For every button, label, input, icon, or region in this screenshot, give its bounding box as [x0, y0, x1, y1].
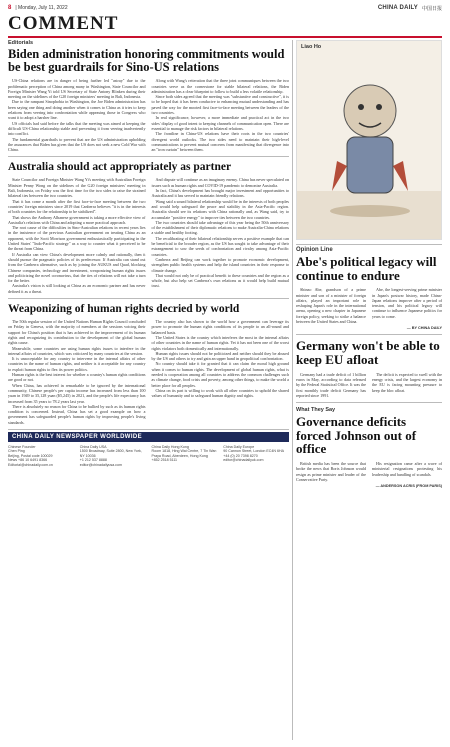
abe-body: Shinzo Abe, grandson of a prime minister and son of a minister of foreign affairs, played an important role in reshaping Japan's role in the international arena, opening a new chapter in Japanese foreign policy, seeking to strike a balance between the United States and China. Abe, the longest-serving prime minister in Japan's postwar history, made China-Japan relations improve after a period of tension, and his political legacy will continue to influence Japanese politics for years to come. [296, 287, 442, 325]
masthead-title: CHINA DAILY NEWSPAPER WORLDWIDE [8, 432, 289, 442]
right-column [296, 40, 442, 488]
australia-p13: That would not only be of practical benefit to these countries and the region as a whole, but also help set Canberra's own relations as it would help build mutual trust. [151, 272, 289, 289]
australia-p12: Canberra and Beijing can work together to promote economic development, strengthen public health systems and help the island countries in their response to climate change. [151, 256, 289, 273]
hr-p1: The 50th regular session of the United Nations Human Rights Council concluded on Friday in Geneva, with the majority of members at the sessions voicing their support for China's position that is has achieved in the improvement of its human rights and recognizing its contribution to the development of the global human rights cause. [8, 319, 146, 346]
divider [296, 334, 442, 335]
masthead-col-3: China Daily Hong Kong Room 1818, Hing Wai Centre, 7 Tin Wan Praya Road, Aberdeen, Hong Kong +852 2518 5111 [151, 445, 217, 463]
hr-p9: Human rights issues should not be politicized and neither should they be abused by the US and others to try and gain an upper hand in geopolitical confrontation. [151, 350, 289, 362]
australia-p8: In fact, China's development has brought major investment and opportunities to Australia and it has served to maintain friendly relations. [151, 188, 289, 199]
cartoon-tag: Liao Ho [301, 44, 322, 50]
australia-p3: That shows the Anthony Albanese government is taking a more effective view of Australia's relations with China and adopting a more practical approach. [8, 214, 146, 225]
human-rights-body [8, 319, 289, 425]
hr-p8: The United States is the country which interferes the most in the internal affairs of other countries in the name of human rights. Yet it has not been one of the worst rights violators both domestically and internationally. [151, 334, 289, 351]
masthead-col-1: Chinese Founder Chen Ping Beijing, Postal code 100029 News +86 10 6491 8366 Editorial@chinadaily.com.cn [8, 445, 53, 467]
abe-byline: — BY CHINA DAILY [406, 326, 442, 331]
hr-p7: The country also has shown to the world how a government can leverage its power to promote the human rights conditions of its people to an all-round and balanced basis. [151, 319, 289, 335]
section-rule [8, 36, 442, 38]
editorial-p3: US officials had said before the talks that the meeting was aimed at keeping the difficult US-China relationship stable and preventing it from veering inadvertently into conflict. [8, 120, 146, 137]
left-column [8, 40, 289, 467]
masthead-col-2: China Daily USA 1500 Broadway, Suite 2800, New York, NY 10036 +1 212 537 8888 editor@chinadailyusa.com [79, 445, 142, 467]
masthead-box [8, 429, 289, 467]
australia-body [8, 177, 289, 294]
human-rights-headline[interactable]: Weaponizing of human rights decried by world [8, 303, 240, 315]
editorial-p5: Along with Wang's reiteration that the three joint communiques between the two countries serve as the cornerstone for stable bilateral relations, the Biden administration has a clear blueprint to follow to build a less volatile relationship. [151, 78, 289, 94]
page-number: 8 [8, 5, 12, 11]
hr-p2: Meanwhile, some countries are using human rights issues to interfere in the internal affairs of countries, which was criticized by many countries at the session. [8, 345, 146, 356]
opinion-line-kicker: Opinion Line [296, 244, 442, 253]
editorial-p6: Since both sides agreed that the meeting was "substantive and constructive", it is to be hoped that it has been conducive to enhancing mutual understanding and has paved the way for the mooted first face-to-face meeting between the leaders of the two countries. [151, 94, 289, 116]
column-divider [292, 40, 293, 740]
australia-headline[interactable]: Australia should act appropriately as partner [8, 161, 232, 174]
johnson-body: British media has been the source that broke the news that Boris Johnson would resign as prime minister and leader of the Conservative Party. His resignation came after a wave of ministerial resignations protesting his leadership and handling of scandals. [296, 461, 442, 482]
australia-p2: That it has come a month after the first face-to-face meeting between the two countries' foreign ministers since 2019 that Canberra believes "it is in the interests of both countries for the relationship to be stabilized". [8, 198, 146, 215]
australia-p1: State Councilor and Foreign Minister Wang Yi's meeting with Australian Foreign Minister Penny Wong on the sidelines of the G20 foreign ministers' meeting in Bali, Indonesia, on Friday was the first time for the two sides to raise the strained bilateral ties between the two countries. [8, 177, 146, 199]
johnson-headline[interactable]: Governance deficits forced Johnson out of office [296, 414, 417, 457]
brand-name: CHINA DAILY [377, 5, 418, 11]
divider [8, 298, 289, 299]
johnson-byline: — ANDERSON ACRIS (FROM PARIS) [375, 484, 442, 489]
editorial-body [8, 78, 289, 152]
editorial-p7: In real significance, however, a more immediate and practical act in the two sides' display of good intent to keeping channels of communication open. There are essential to manage the risk factors in bilateral relations. [151, 115, 289, 131]
abe-headline[interactable]: Abe's political legacy will continue to endure [296, 254, 437, 283]
hr-p6: There is absolutely no reason for China to be bullied by such as its human rights condition is concerned. Instead, China has set a good example on how a government has safeguarded people's human rights by improving people's living standards. [8, 403, 146, 425]
australia-p4: The root cause of the difficulties in Sino-Australian relations in recent years lies in the insistence of the previous Australian government on treating China as an opponent, with the Scott Morrison government enthusiastically participating in the United States' "Indo-Pacific strategy" as a way to counter what it perceived to be the threat from China. [8, 225, 146, 252]
hr-p3: It is unacceptable for any country to intervene in the internal affairs of other countries in the name of human rights, and neither is it acceptable for any country to exploit human rights to flex its power politics. [8, 356, 146, 372]
hr-p5: When China, has achieved in remarkable to be ignored by the international community, Chinese people's per capita income has increased from less than 100 yuan in 1949 to 35,128 yuan ($5,245) in 2021, and the people's life expectancy has increased from 35 years to 78.2 years last year. [8, 382, 146, 404]
australia-p7: And dispute will continue as an imaginary enemy. China has never speculated on issues such as human rights and COVID-19 pandemic to demonize Australia. [151, 177, 289, 188]
editorial-p1: US-China relations are in danger of being further led "astray" due to the problematic perception of China among many in Washington, State Councilor and Foreign Minister Wang Yi told US Secretary of State Antony Blinken during their meeting on the sidelines of the G20 foreign ministers' meeting in Bali, Indonesia. [8, 78, 146, 100]
cartoon-illustration [297, 41, 442, 240]
divider [8, 156, 289, 157]
germany-body: Germany had a trade deficit of 1 billion euros in May, according to data released by the Federal Statistical Office. It was the first monthly trade deficit Germany has reported since 1991. The deficit is expected to swell with the energy crisis, and the largest economy in the EU is facing mounting pressure to keep the bloc afloat. [296, 371, 442, 398]
page-header [8, 3, 442, 13]
editorial-cartoon [296, 40, 442, 240]
editorial-p4: The fundamental guardrails to prevent that are the US administration upholding the assurances that Biden has given that the US does not seek a new Cold War with China. [8, 136, 146, 153]
editorial-headline[interactable]: Biden administration honoring commitments would be best guardrails for Sino-US relations [8, 47, 285, 75]
brand-mark: 中国日报 [421, 5, 442, 12]
section-title: COMMENT [8, 13, 119, 34]
masthead-contacts [8, 442, 289, 467]
australia-p5: If Australia can view China's development more calmly and rationally, then it should pursue the pragmatic policies of its predecessor. If Australia can stand out from the Canberra alternative, such as by joining the AUKUS and Quad, blocking Chinese companies, technology and investment, weaponizing human rights issues and politicizing the novel coronavirus, that the ties of relations will not take a turn for the better. [8, 251, 146, 284]
page-date: | Monday, July 11, 2022 [15, 5, 68, 11]
australia-p10: The two countries should take advantage of this year being the 50th anniversary of the establishment of their diplomatic relations to make Australia-China relations a stable and healthy footing. [151, 219, 289, 236]
hr-p11: China on its part is willing to work with all other countries to uphold the shared values of humanity and to safeguard human dignity and rights. [151, 387, 289, 399]
germany-headline[interactable]: Germany won't be able to keep EU afloat [296, 338, 440, 367]
editorials-kicker: Editorials [8, 40, 34, 46]
editorial-p8: The frontline in China-US relations have their roots in the two countries' divergent world outlooks. The two sides need to maintain their high-level communications to prevent mutual concerns from manifesting that divergence into an "iron curtain" between them. [151, 131, 289, 153]
what-they-say-kicker: What They Say [296, 407, 336, 414]
hr-p10: No country should take it for granted that it can claim the moral high ground when it comes to human rights. The development of global human rights, what is needed is cooperation among all countries to address the common challenges such as climate change, food crisis and poverty, among other things, to make the world a better place for all peoples. [151, 361, 289, 388]
australia-p9: Wang said a sound bilateral relationship would be in the interests of both peoples and would help safeguard the peace and stability in the Asia-Pacific region. Australia should see its relations with China rationally and, as Wang said, try to accumulate "positive energy" to improve ties between the two countries. [151, 198, 289, 220]
australia-p6: Australia's vision is still looking at China as an economic partner and has never defined it as a threat. [8, 283, 146, 294]
australia-p11: The recalibrating of their bilateral relationship serves a positive example that can be beneficial to the broader region, as the US has sought to take advantage of their estrangement to sow the seeds of confrontation and rivalry among Asia-Pacific countries. [151, 235, 289, 257]
hr-p4: Human rights is the best interest for whether a country's human rights conditions are good or not. [8, 372, 146, 383]
editorial-p2: Due to the rampant Sinophobia in Washington, the Joe Biden administration has been saying one thing and doing another when it comes to China as it tries to keep relations from veering into confrontation while appeasing those in Congress who want it to adopt a harsher line. [8, 99, 146, 121]
divider [296, 402, 442, 403]
masthead-col-4: China Daily Europe 90 Cannon Street, London EC4N 6HA +44 (0) 20 7398 8270 editor@chinadailyuk.com [223, 445, 284, 463]
